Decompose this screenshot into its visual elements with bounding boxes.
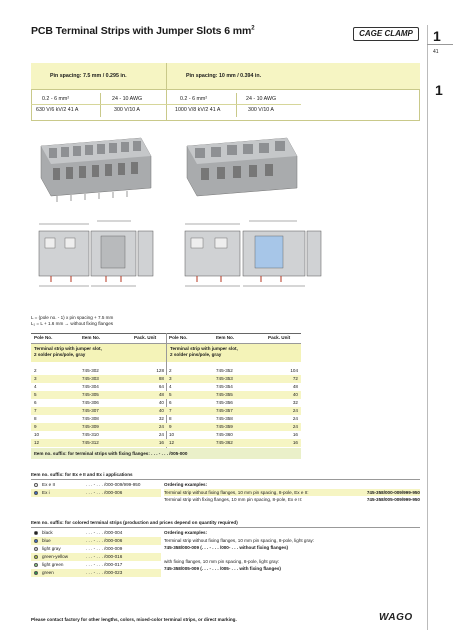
divider [100,93,101,117]
table-cell: 5 [34,392,37,397]
ex-examples-title: Ordering examples: [164,482,208,487]
spec-value: 24 - 10 AWG [112,96,143,102]
table-cell: 8 [169,416,172,421]
divider [31,527,420,528]
color-code: . . . - . . . /000-017 [86,562,123,567]
divider [31,104,301,105]
table-cell: 10 [34,432,40,437]
spec-value: 300 V/10 A [114,107,140,113]
note-line: L₁ = L + 1.6 mm → without fixing flanges [31,321,114,326]
example-line: 745-358/000-009 (. . . - . . . /000- . . . without fixing flanges) [164,545,289,550]
table-cell: 745-307 [82,408,99,413]
table-cell: 745-302 [82,368,99,373]
table-cell: 16 [292,432,298,437]
color-label: blue [42,538,51,543]
color-label: black [42,530,53,535]
sidebar-separator [427,44,453,45]
table-cell: 745-304 [82,384,99,389]
color-row [31,545,161,553]
color-swatch-icon [34,571,38,575]
table-cell: 745-312 [82,440,99,445]
table-cell: 48 [158,392,164,397]
color-code: . . . - . . . /000-006 [86,538,123,543]
table-cell: 2 [169,368,172,373]
example-line: Terminal strip without fixing flanges, 10 mm pin spacing, 8-pole, light gray: [164,538,315,543]
column-header: Item No. [82,335,101,340]
table-row [31,391,301,399]
terminal-strip-photo-left [41,138,151,202]
example-row [164,489,420,496]
ex-label: Ex e II [42,482,56,487]
color-swatch-icon [34,555,38,559]
spec-value: 300 V/10 A [248,107,274,113]
product-illustrations [31,126,420,311]
table-cell: 745-357 [216,408,233,413]
table-row [31,399,301,407]
chapter-number-big: 1 [435,82,443,98]
color-row [31,561,161,569]
sidebar-divider [427,25,428,630]
table-cell: 745-355 [216,392,233,397]
table-cell: 745-305 [82,392,99,397]
suffix-row [31,448,301,459]
table-cell: 745-356 [216,400,233,405]
table-cell: 745-358 [216,416,233,421]
table-cell: 16 [158,440,164,445]
table-cell: 745-303 [82,376,99,381]
color-section-title: Item no. suffix: for colored terminal strips (production and prices depend on quantity required) [31,520,238,525]
table-cell: 745-309 [82,424,99,429]
table-cell: 16 [292,440,298,445]
example-row [164,496,420,503]
column-header: Pack. Unit [134,335,157,340]
table-row [31,423,301,431]
color-swatch-icon [34,539,38,543]
description-line: Terminal strip with jumper slot, [170,346,238,351]
brand-logo: WAGO [379,612,413,623]
table-cell: 24 [158,432,164,437]
ex-row [31,481,161,489]
color-label: light gray [42,546,61,551]
color-swatch-icon [34,491,38,495]
example-line: with fixing flanges, 10 mm pin spacing, 8-pole, light gray: [164,559,280,564]
spec-value: 630 V/6 kV/2 41 A [36,107,79,113]
footer-note: Please contact factory for other lengths, colors, mixed-color terminal strips, or direct marking. [31,617,237,622]
formula-notes [31,315,113,327]
table-cell: 32 [158,416,164,421]
table-cell: 6 [169,400,172,405]
pin-spacing-left: Pin spacing: 7.5 mm / 0.295 in. [50,73,127,79]
table-cell: 24 [292,408,298,413]
color-label: green-yellow [42,554,69,559]
table-cell: 64 [158,384,164,389]
table-cell: 8 [34,416,37,421]
description-line: Terminal strip with jumper slot, [34,346,102,351]
table-cell: 88 [158,376,164,381]
spec-value: 1000 V/8 kV/2 41 A [175,107,221,113]
color-row [31,569,161,577]
column-header: Item No. [216,335,235,340]
example-code: 745-358/005-009/999-950 [366,497,420,502]
table-cell: 40 [158,408,164,413]
color-code: . . . - . . . /000-016 [86,554,123,559]
color-row [31,537,161,545]
color-code: . . . - . . . /000-009 [86,546,123,551]
ex-code: . . . - . . . /000-009/999-950 [86,482,141,487]
table-cell: 10 [169,432,175,437]
color-label: light green [42,562,64,567]
table-cell: 4 [34,384,37,389]
ex-section-title: Item no. suffix: for Ex e II and Ex i applications [31,472,133,477]
table-cell: 9 [34,424,37,429]
divider [236,93,237,117]
color-examples-title: Ordering examples: [164,530,208,535]
table-cell: 7 [34,408,37,413]
table-cell: 4 [169,384,172,389]
color-row [31,553,161,561]
chapter-number: 1 [433,28,441,44]
example-text: Terminal strip with fixing flanges, 10 mm pin spacing, 8-pole, Ex e II: [164,497,303,502]
table-cell: 5 [169,392,172,397]
table-cell: 9 [169,424,172,429]
color-row [31,529,161,537]
column-header: Pole No. [169,335,188,340]
dimension-drawing-left [39,221,153,286]
description-line: 2 solder pins/pole, gray [34,352,86,357]
table-cell: 745-359 [216,424,233,429]
table-cell: 745-362 [216,440,233,445]
table-cell: 24 [292,424,298,429]
terminal-strip-photo-right [187,138,297,196]
column-header: Pole No. [34,335,53,340]
table-cell: 745-352 [216,368,233,373]
page-number: 41 [433,49,439,55]
table-row [31,383,301,391]
dimension-drawing-right [185,221,321,286]
table-cell: 7 [169,408,172,413]
table-cell: 104 [290,368,298,373]
table-row [31,375,301,383]
table-cell: 24 [158,424,164,429]
spec-value: 0.2 - 6 mm² [42,96,70,102]
table-cell: 3 [34,376,37,381]
table-row [31,439,301,447]
table-cell: 32 [292,400,298,405]
color-code: . . . - . . . /000-004 [86,530,123,535]
column-header: Pack. Unit [268,335,291,340]
divider [166,63,167,121]
example-code: 745-358/000-009/999-950 [366,490,420,495]
table-cell: 745-360 [216,432,233,437]
table-cell: 3 [169,376,172,381]
example-line [164,551,420,558]
table-cell: 72 [292,376,298,381]
table-cell: 745-354 [216,384,233,389]
divider [31,89,420,90]
divider [31,479,420,480]
color-label: green [42,570,54,575]
ex-row [31,489,161,497]
table-row [31,431,301,439]
table-description-left [31,344,166,362]
spec-value: 24 - 10 AWG [246,96,277,102]
table-cell: 40 [158,400,164,405]
spec-value: 0.2 - 6 mm² [180,96,208,102]
ex-code: . . . - . . . /000-006 [86,490,123,495]
table-cell: 745-306 [82,400,99,405]
table-row [31,367,301,375]
example-line: 745-358/005-009 (. . . - . . . /005- . . . with fixing flanges) [164,566,281,571]
color-swatch-icon [34,547,38,551]
note-line: L = (pole no. - 1) x pin spacing + 7.5 mm [31,315,114,320]
table-cell: 6 [34,400,37,405]
table-row [31,415,301,423]
table-cell: 24 [292,416,298,421]
table-cell: 745-353 [216,376,233,381]
example-text: Terminal strip without fixing flanges, 10 mm pin spacing, 8-pole, Ex e II: [164,490,309,495]
ex-label: Ex i [42,490,50,495]
brand-box: CAGE CLAMP [353,27,419,41]
page-title: PCB Terminal Strips with Jumper Slots 6 $mm^2$ [31,25,255,37]
table-cell: 40 [292,392,298,397]
table-description-right [167,344,301,362]
table-cell: 12 [169,440,175,445]
color-code: . . . - . . . /000-023 [86,570,123,575]
color-swatch-icon [34,483,38,487]
description-line: 2 solder pins/pole, gray [170,352,222,357]
table-row [31,407,301,415]
table-cell: 2 [34,368,37,373]
table-cell: 48 [292,384,298,389]
color-swatch-icon [34,531,38,535]
table-cell: 745-308 [82,416,99,421]
pin-spacing-right: Pin spacing: 10 mm / 0.394 in. [186,73,262,79]
table-cell: 128 [156,368,164,373]
table-cell: 745-310 [82,432,99,437]
table-cell: 12 [34,440,40,445]
suffix-text: Item no. suffix: for terminal strips with fixing flanges: . . . - . . . /005-000 [34,451,188,456]
color-swatch-icon [34,563,38,567]
